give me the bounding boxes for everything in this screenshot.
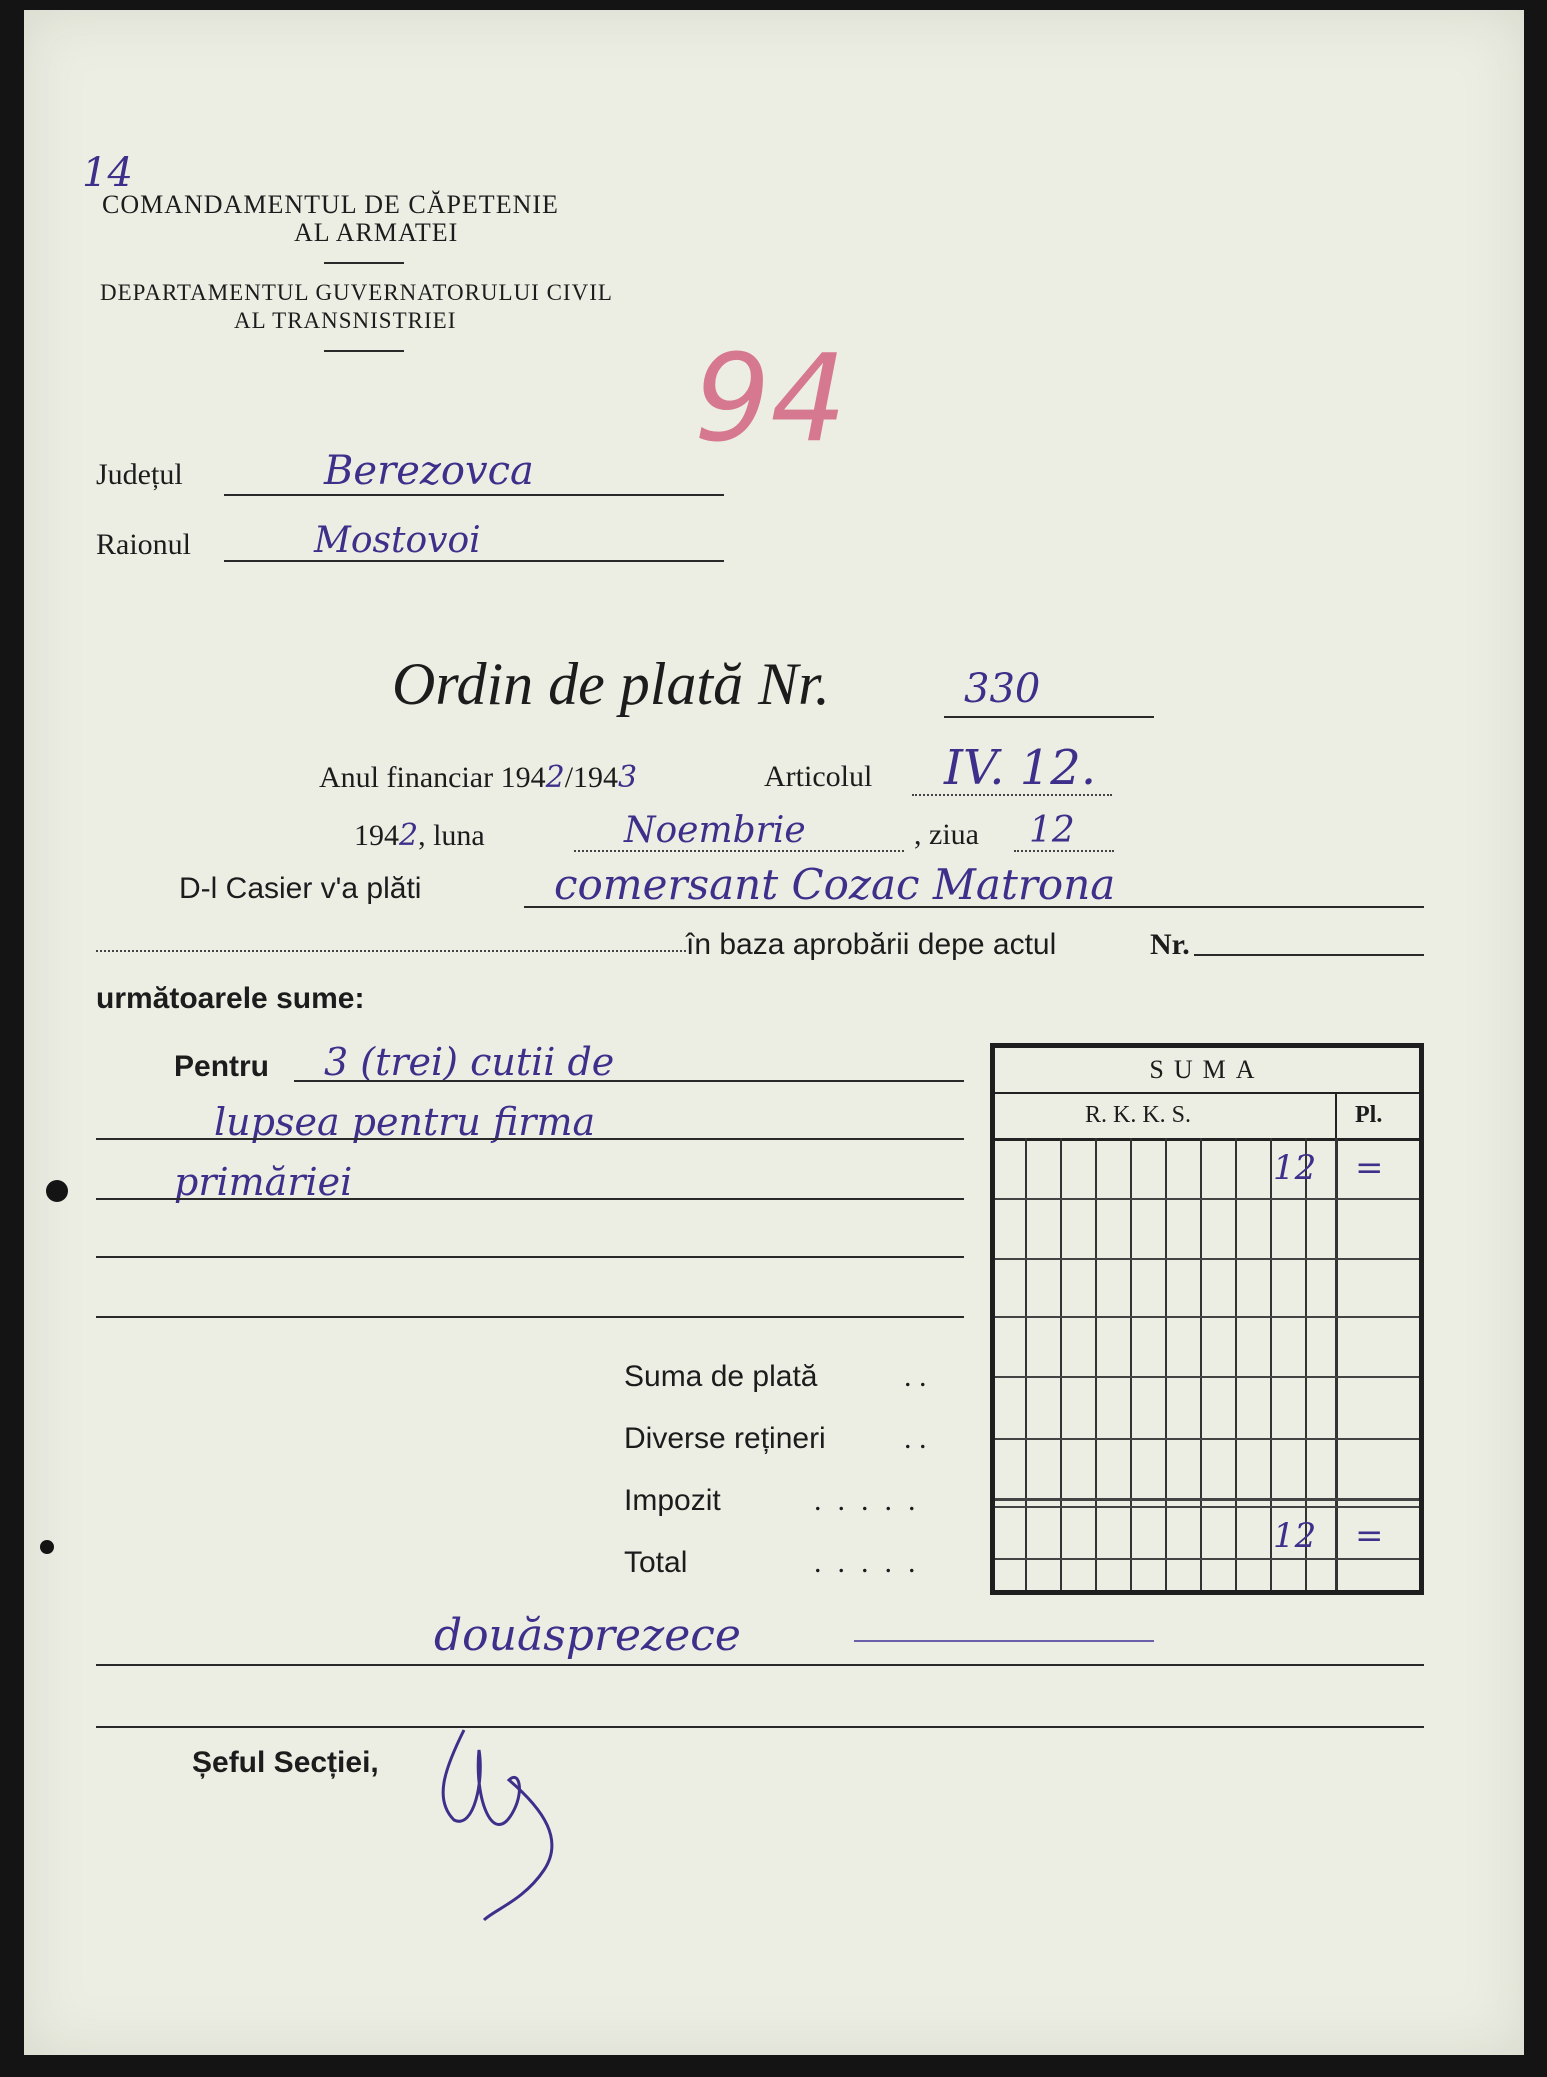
impozit-label: Impozit — [624, 1484, 721, 1517]
baza-left-line — [96, 950, 686, 952]
sums-intro: următoarele sume: — [96, 982, 365, 1015]
suma-col — [1165, 1138, 1167, 1590]
suma-row — [995, 1438, 1419, 1440]
desc-underline-2 — [96, 1138, 964, 1140]
ziua-underline — [1014, 850, 1114, 852]
year-suffix: 2 — [399, 818, 419, 853]
suma-table — [990, 1043, 1424, 1595]
luna-value: Noembrie — [624, 810, 806, 851]
anul-label: Anul financiar 194 — [319, 761, 546, 794]
total-dots: ..... — [814, 1546, 932, 1579]
amount-in-words: douăsprezece — [434, 1610, 741, 1661]
desc-underline-4 — [96, 1256, 964, 1258]
anul-start: 2 — [545, 760, 565, 795]
suma-de-plata-dots: . . — [904, 1360, 927, 1393]
signature-scribble — [424, 1710, 584, 1930]
articol-underline — [912, 794, 1112, 796]
financial-year-row — [319, 760, 637, 795]
desc-line-3: primăriei — [174, 1160, 353, 1204]
desc-line-2: lupsea pentru firma — [214, 1100, 596, 1144]
desc-underline-1 — [294, 1080, 964, 1082]
header-divider — [324, 262, 404, 264]
punch-hole — [40, 1540, 54, 1554]
suma-col — [1095, 1138, 1097, 1590]
header-line-1: COMANDAMENTUL DE CĂPETENIE — [102, 190, 559, 219]
suma-title: SUMA — [995, 1048, 1419, 1094]
pl-label: Pl. — [1355, 1102, 1383, 1128]
suma-col — [1235, 1138, 1237, 1590]
nr-label: Nr. — [1150, 928, 1190, 961]
suma-col — [1130, 1138, 1132, 1590]
archive-number: 94 — [694, 330, 847, 469]
pl-divider — [1335, 1094, 1337, 1138]
suma-row — [995, 1198, 1419, 1200]
luna-label: , luna — [418, 819, 485, 852]
ziua-value: 12 — [1029, 810, 1075, 851]
payment-order-document — [24, 10, 1524, 2055]
luna-underline — [574, 850, 904, 852]
title-text: Ordin de plată Nr. — [392, 651, 830, 717]
payee-underline — [524, 906, 1424, 908]
anul-end: 3 — [618, 760, 638, 795]
order-number-underline — [944, 716, 1154, 718]
diverse-dots: . . — [904, 1422, 927, 1455]
suma-de-plata-label: Suma de plată — [624, 1360, 818, 1393]
judet-label: Județul — [96, 458, 183, 491]
casier-label: D-l Casier v'a plăti — [179, 872, 422, 905]
total-bani: = — [1355, 1516, 1384, 1556]
raion-value: Mostovoi — [314, 520, 481, 561]
words-underline — [96, 1664, 1424, 1666]
suma-col — [1025, 1138, 1027, 1590]
header-line-4: AL TRANSNISTRIEI — [234, 308, 457, 333]
suma-col — [1335, 1138, 1338, 1590]
page-title — [392, 650, 830, 719]
sef-sectie-label: Șeful Secției, — [192, 1746, 379, 1779]
baza-label: în baza aprobării depe actul — [686, 928, 1057, 961]
articol-value: IV. 12. — [944, 740, 1097, 796]
punch-hole — [46, 1180, 68, 1202]
anul-sep: /194 — [564, 761, 619, 794]
suma-row — [995, 1506, 1419, 1508]
total-label: Total — [624, 1546, 688, 1579]
words-underline-2 — [96, 1726, 1424, 1728]
judet-value: Berezovca — [324, 448, 534, 494]
articol-label: Articolul — [764, 760, 873, 793]
suma-row — [995, 1558, 1419, 1560]
year-prefix: 194 — [354, 819, 399, 852]
suma-row — [995, 1376, 1419, 1378]
diverse-label: Diverse rețineri — [624, 1422, 826, 1455]
pentru-label: Pentru — [174, 1050, 270, 1083]
suma-col — [1200, 1138, 1202, 1590]
header-line-3: DEPARTAMENTUL GUVERNATORULUI CIVIL — [100, 280, 613, 305]
header-line-2: AL ARMATEI — [294, 218, 459, 247]
payee-value: comersant Cozac Matrona — [554, 860, 1116, 909]
raion-label: Raionul — [96, 528, 191, 561]
suma-subheader — [995, 1094, 1419, 1141]
suma-col — [1270, 1138, 1272, 1590]
judet-underline — [224, 494, 724, 496]
row1-amount: 12 — [1273, 1148, 1317, 1188]
suma-col — [1060, 1138, 1062, 1590]
desc-underline-5 — [96, 1316, 964, 1318]
words-trail-line — [854, 1640, 1154, 1642]
header-divider — [324, 350, 404, 352]
suma-row — [995, 1258, 1419, 1260]
order-number: 330 — [964, 666, 1041, 712]
raion-underline — [224, 560, 724, 562]
desc-underline-3 — [96, 1198, 964, 1200]
rkks-label: R. K. K. S. — [1085, 1102, 1192, 1128]
desc-line-1: 3 (trei) cutii de — [324, 1040, 615, 1084]
suma-row — [995, 1498, 1419, 1501]
total-amount: 12 — [1273, 1516, 1317, 1556]
page-number: 14 — [82, 150, 133, 196]
ziua-label: , ziua — [914, 818, 979, 851]
date-row — [354, 818, 485, 853]
suma-row — [995, 1316, 1419, 1318]
row1-bani: = — [1355, 1148, 1384, 1188]
impozit-dots: ..... — [814, 1484, 932, 1517]
nr-underline — [1194, 954, 1424, 956]
